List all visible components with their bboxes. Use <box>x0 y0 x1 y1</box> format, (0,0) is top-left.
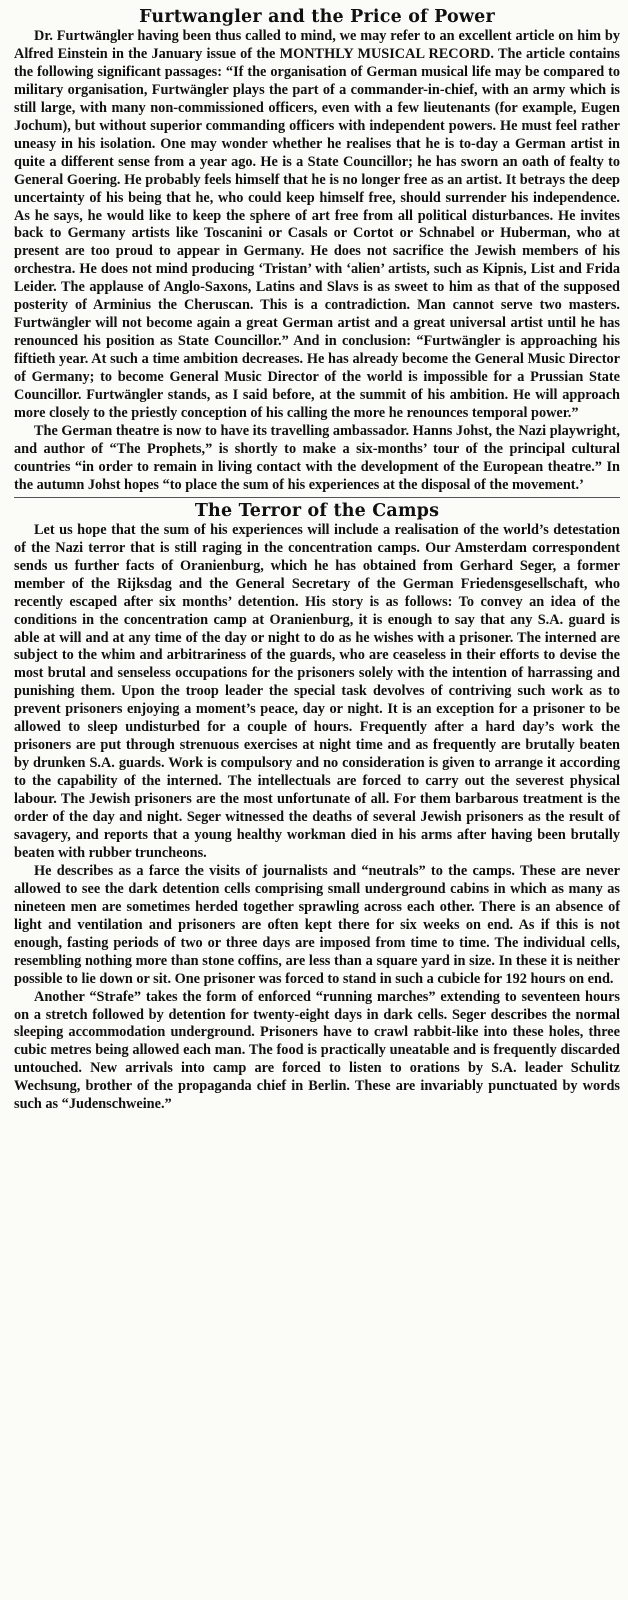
paragraph: Dr. Furtwängler having been thus called to mind, we may refer to an excellent article on him by Alfred Einstein in the January issue of the MONTHLY MUSICAL RECORD. The article contains the following significant passages: “If the organisation of German musical life may be compared to military organisation, Furtwängler plays the part of a commander-in-chief, with an army which is still large, with many non-commissioned officers, even with a few lieutenants (for example, Eugen Jochum), but without superior commanding officers with independent powers. He must feel rather uneasy in his isolation. One may wonder whether he realises that he is to-day a German artist in quite a different sense from a year ago. He is a State Councillor; he has sworn an oath of fealty to General Goering. He probably feels himself that he is no longer free as an artist. It betrays the deep uncertainty of his being that he, who could keep himself free, should surrender his independence. As he says, he would like to keep the sphere of art free from all political disturbances. He invites back to Germany artists like Toscanini or Casals or Cortot or Schnabel or Huberman, who at present are too proud to appear in Germany. He does not sacrifice the Jewish members of his orchestra. He does not mind producing ‘Tristan’ with ‘alien’ artists, such as Kipnis, List and Frida Leider. The applause of Anglo-Saxons, Latins and Slavs is as sweet to him as that of the supposed posterity of Arminius the Cheruscan. This is a contradiction. Man cannot serve two masters. Furtwängler will not become again a great German artist and a great universal artist until he has renounced his position as State Councillor.” And in conclusion: “Furtwängler is approaching his fiftieth year. At such a time ambition decreases. He has already become the General Music Director of Germany; to become General Music Director of the world is impossible for a Prussian State Councillor. Furtwängler stands, as I said before, at the summit of his ambition. He will approach more closely to the priestly conception of his calling the more he renounces temporal power.” <box>14 28 620 422</box>
section-terror-camps <box>14 500 620 1114</box>
section-furtwangler <box>14 6 620 495</box>
section-divider <box>14 497 620 498</box>
section-heading: Furtwangler and the Price of Power <box>139 7 495 27</box>
paragraph: He describes as a farce the visits of journalists and “neutrals” to the camps. These are never allowed to see the dark detention cells comprising small underground cabins in which as many as nineteen men are sometimes herded together sprawling across each other. There is an absence of light and ventilation and prisoners are often kept there for six weeks on end. As if this is not enough, fasting periods of two or three days are imposed from time to time. The individual cells, resembling nothing more than stone coffins, are less than a square yard in size. In these it is neither possible to lie down or sit. One prisoner was forced to stand in such a cubicle for 192 hours on end. <box>14 862 620 987</box>
paragraph: The German theatre is now to have its travelling ambassador. Hanns Johst, the Nazi playwright, and author of “The Prophets,” is shortly to make a six-months’ tour of the principal cultural countries “in order to remain in living contact with the development of the European theatre.” In the autumn Johst hopes “to place the sum of his experiences at the disposal of the movement.’ <box>14 422 620 493</box>
paragraph: Let us hope that the sum of his experiences will include a realisation of the world’s detestation of the Nazi terror that is still raging in the concentration camps. Our Amsterdam correspondent sends us further facts of Oranienburg, which he has obtained from Gerhard Seger, a former member of the Rijksdag and the General Secretary of the German Friedensgesellschaft, who recently escaped after six months’ detention. His story is as follows: To convey an idea of the conditions in the concentration camp at Oranienburg, it is enough to say that any S.A. guard is able at will and at any time of the day or night to do as he wishes with a prisoner. The interned are subject to the whim and arbitrariness of the guards, who are ceaseless in their efforts to devise the most brutal and senseless occupations for the prisoners solely with the intention of harrassing and punishing them. Upon the troop leader the special task devolves of contriving such work as to prevent prisoners enjoying a moment’s peace, day or night. It is an exception for a prisoner to be allowed to sleep undisturbed for a couple of hours. Frequently after a hard day’s work the prisoners are put through strenuous exercises at night time and as frequently are brutally beaten by drunken S.A. guards. Work is compulsory and no consideration is given to arrange it according to the capability of the interned. The intellectuals are forced to carry out the severest physical labour. The Jewish prisoners are the most unfortunate of all. For them barbarous treatment is the order of the day and night. Seger witnessed the deaths of several Jewish prisoners as the result of savagery, and reports that a young healthy workman died in his arms after having been brutally beaten with rubber truncheons. <box>14 521 620 861</box>
section-heading: The Terror of the Camps <box>194 500 440 521</box>
paragraph: Another “Strafe” takes the form of enforced “running marches” extending to seventeen hours on a stretch followed by detention for twenty-eight days in dark cells. Seger describes the normal sleeping accommodation underground. Prisoners have to crawl rabbit-like into these holes, three cubic metres being allowed each man. The food is practically uneatable and is frequently discarded untouched. New arrivals into camp are forced to listen to orations by S.A. leader Schulitz Wechsung, brother of the propaganda chief in Berlin. These are invariably punctuated by words such as “Judenschweine.” <box>14 988 620 1113</box>
